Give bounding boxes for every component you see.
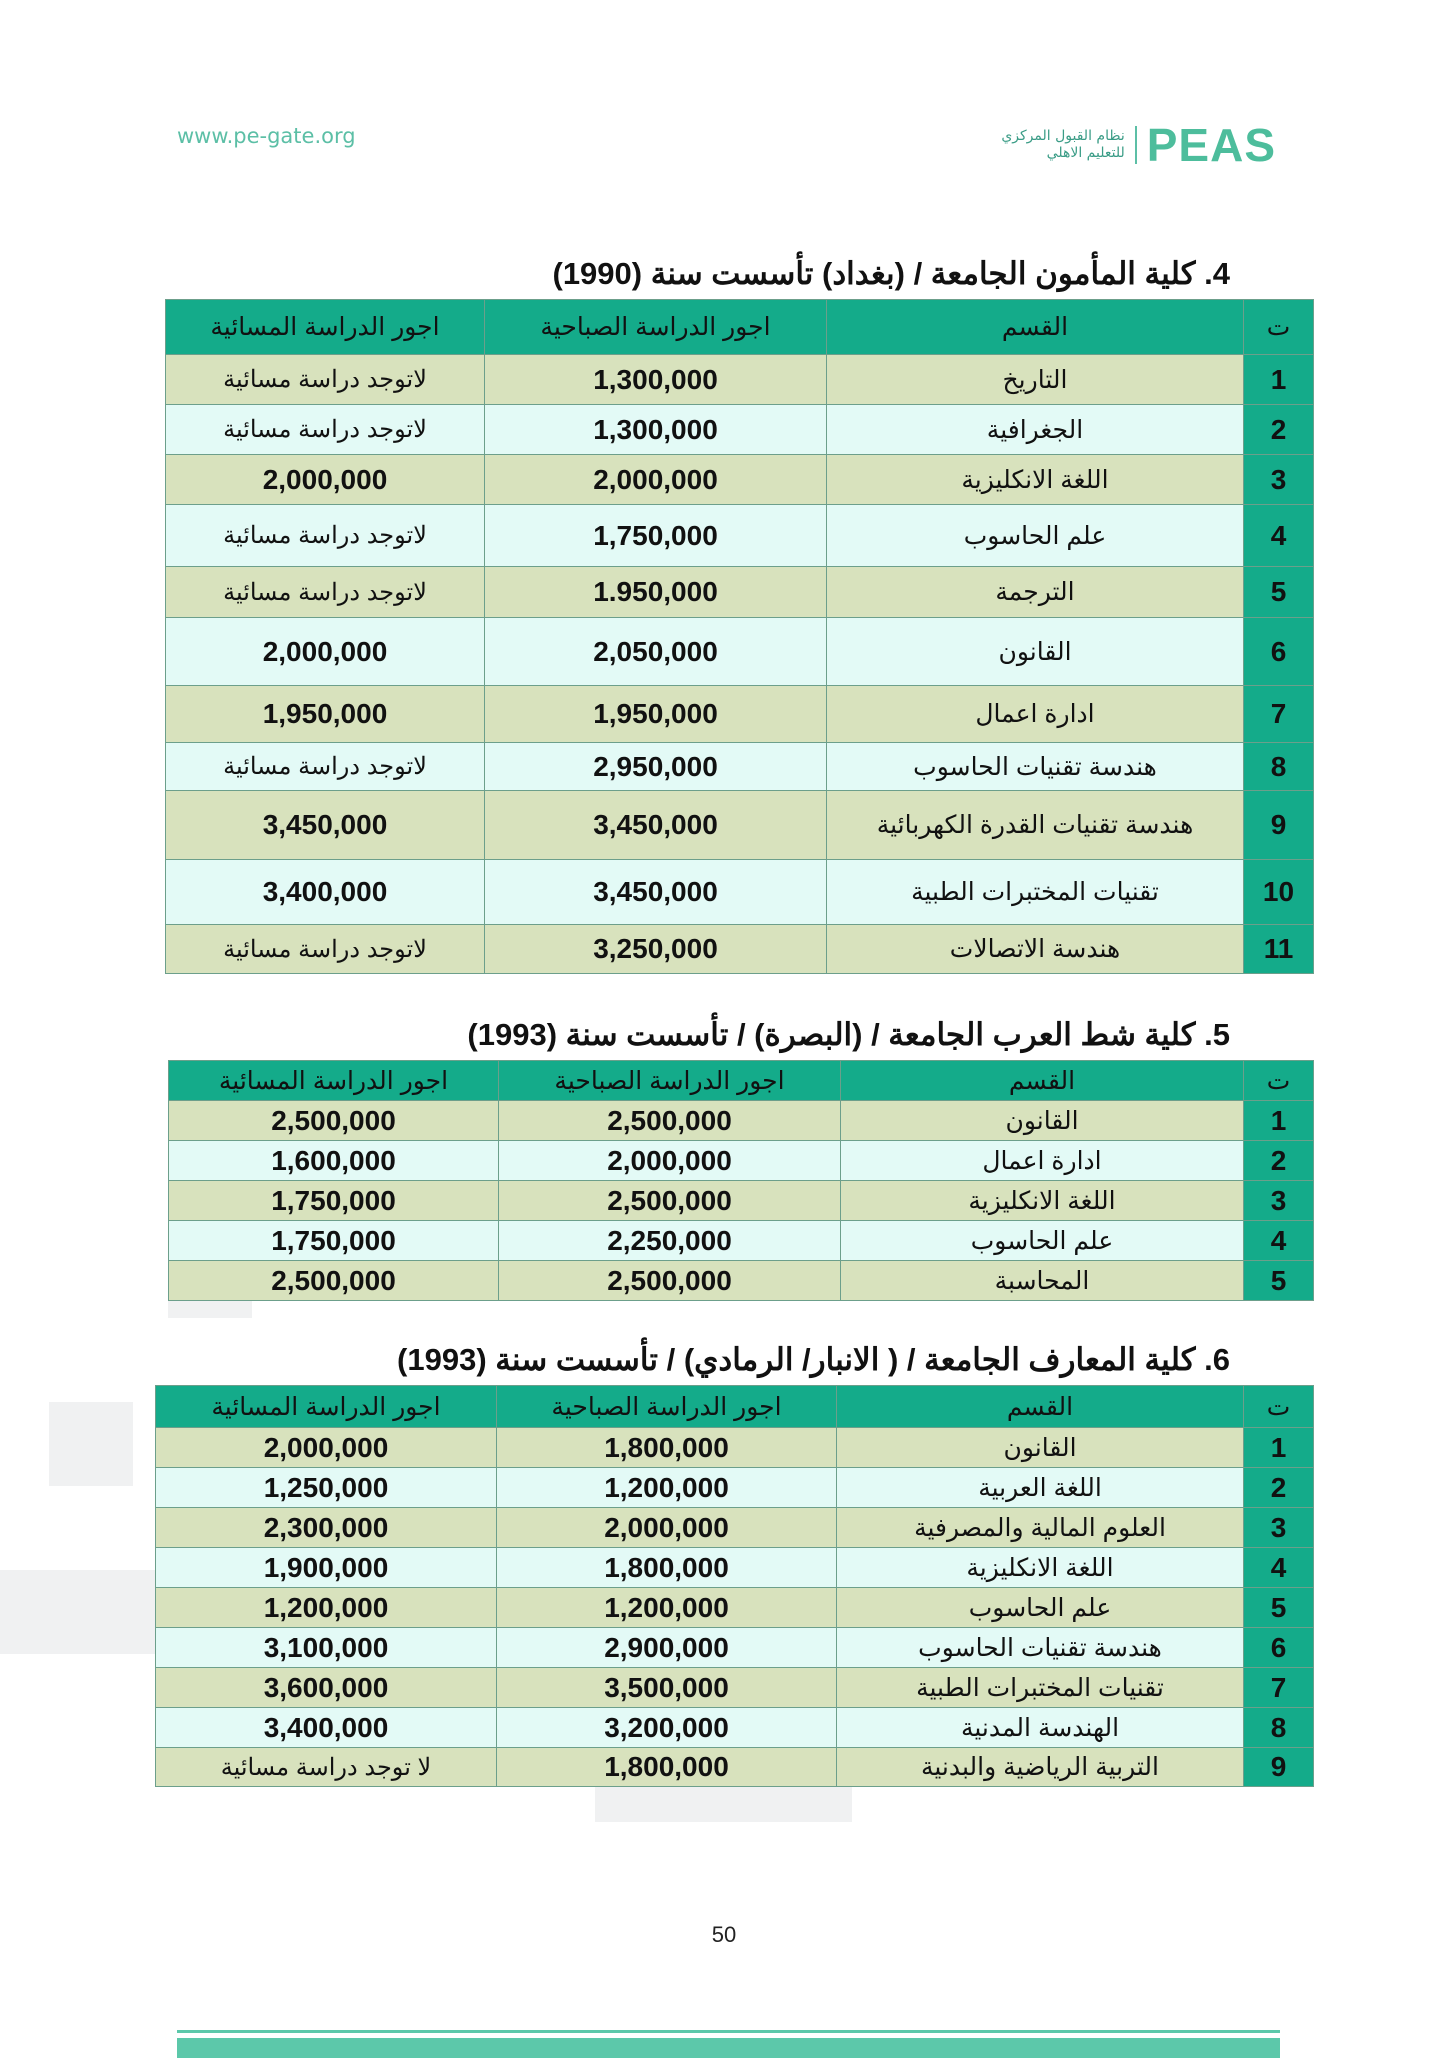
cell-number: 6 — [1244, 1628, 1314, 1668]
cell-department: هندسة تقنيات القدرة الكهربائية — [827, 791, 1244, 860]
cell-morning-fee: 1,750,000 — [485, 505, 827, 567]
cell-number: 3 — [1244, 1181, 1314, 1221]
cell-number: 7 — [1244, 686, 1314, 743]
fees-table-almamoun — [165, 299, 1314, 974]
table-row — [169, 1261, 1314, 1301]
cell-evening-fee: لاتوجد دراسة مسائية — [166, 743, 485, 791]
table-row — [169, 1181, 1314, 1221]
cell-number: 4 — [1244, 1548, 1314, 1588]
cell-evening-fee: لاتوجد دراسة مسائية — [166, 925, 485, 974]
cell-number: 9 — [1244, 791, 1314, 860]
cell-morning-fee: 3,250,000 — [485, 925, 827, 974]
cell-department: هندسة الاتصالات — [827, 925, 1244, 974]
cell-evening-fee: 1,600,000 — [169, 1141, 499, 1181]
table-header-row — [156, 1386, 1314, 1428]
cell-morning-fee: 2,500,000 — [499, 1181, 841, 1221]
cell-number: 5 — [1244, 567, 1314, 618]
cell-morning-fee: 1,300,000 — [485, 355, 827, 405]
cell-evening-fee: 2,300,000 — [156, 1508, 497, 1548]
table-row — [166, 860, 1314, 925]
cell-number: 1 — [1244, 1428, 1314, 1468]
header-col-number: ت — [1244, 1386, 1314, 1428]
cell-morning-fee: 2,000,000 — [497, 1508, 837, 1548]
cell-evening-fee: لاتوجد دراسة مسائية — [166, 405, 485, 455]
cell-department: علم الحاسوب — [837, 1588, 1244, 1628]
cell-department: اللغة العربية — [837, 1468, 1244, 1508]
cell-evening-fee: 1,950,000 — [166, 686, 485, 743]
cell-department: الهندسة المدنية — [837, 1708, 1244, 1748]
cell-number: 8 — [1244, 743, 1314, 791]
table-header-row — [169, 1061, 1314, 1101]
cell-number: 7 — [1244, 1668, 1314, 1708]
cell-morning-fee: 1,950,000 — [485, 686, 827, 743]
table-row — [169, 1101, 1314, 1141]
gray-block — [0, 1570, 155, 1654]
fees-table-shatt-alarab — [168, 1060, 1314, 1301]
cell-evening-fee: 3,400,000 — [166, 860, 485, 925]
table-row — [166, 618, 1314, 686]
cell-department: الجغرافية — [827, 405, 1244, 455]
website-url[interactable]: www.pe-gate.org — [177, 124, 356, 148]
cell-morning-fee: 1,800,000 — [497, 1548, 837, 1588]
cell-morning-fee: 2,000,000 — [499, 1141, 841, 1181]
logo-wordmark: PEAS — [1146, 119, 1276, 171]
cell-department: علم الحاسوب — [841, 1221, 1244, 1261]
cell-evening-fee: 2,500,000 — [169, 1101, 499, 1141]
header-col-evening-fee: اجور الدراسة المسائية — [166, 300, 485, 355]
cell-morning-fee: 1.950,000 — [485, 567, 827, 618]
cell-evening-fee: 1,750,000 — [169, 1181, 499, 1221]
cell-evening-fee: لاتوجد دراسة مسائية — [166, 355, 485, 405]
cell-evening-fee: 3,100,000 — [156, 1628, 497, 1668]
table-row — [166, 791, 1314, 860]
table-row — [156, 1668, 1314, 1708]
cell-department: التاريخ — [827, 355, 1244, 405]
cell-evening-fee: لاتوجد دراسة مسائية — [166, 567, 485, 618]
cell-department: القانون — [827, 618, 1244, 686]
header-col-morning-fee: اجور الدراسة الصباحية — [485, 300, 827, 355]
cell-evening-fee: 1,750,000 — [169, 1221, 499, 1261]
table-row — [156, 1708, 1314, 1748]
logo-arabic-text — [1001, 128, 1124, 162]
cell-evening-fee: 2,500,000 — [169, 1261, 499, 1301]
cell-number: 2 — [1244, 405, 1314, 455]
cell-morning-fee: 1,200,000 — [497, 1468, 837, 1508]
cell-evening-fee: 3,600,000 — [156, 1668, 497, 1708]
table-row — [166, 743, 1314, 791]
cell-evening-fee: 2,000,000 — [166, 618, 485, 686]
cell-department: اللغة الانكليزية — [837, 1548, 1244, 1588]
cell-department: ادارة اعمال — [827, 686, 1244, 743]
cell-evening-fee: 1,250,000 — [156, 1468, 497, 1508]
table-row — [156, 1628, 1314, 1668]
cell-number: 2 — [1244, 1141, 1314, 1181]
cell-morning-fee: 2,000,000 — [485, 455, 827, 505]
section-title-4: 4. كلية المأمون الجامعة / (بغداد) تأسست سنة (1990) — [552, 256, 1230, 291]
cell-number: 8 — [1244, 1708, 1314, 1748]
cell-number: 3 — [1244, 1508, 1314, 1548]
cell-number: 1 — [1244, 1101, 1314, 1141]
fees-table-almaarif — [155, 1385, 1314, 1787]
section-title-5: 5. كلية شط العرب الجامعة / (البصرة) / تأسست سنة (1993) — [467, 1017, 1230, 1052]
cell-department: هندسة تقنيات الحاسوب — [837, 1628, 1244, 1668]
cell-number: 4 — [1244, 505, 1314, 567]
cell-morning-fee: 2,950,000 — [485, 743, 827, 791]
logo-divider — [1135, 126, 1137, 164]
table-header-row — [166, 300, 1314, 355]
table-row — [156, 1508, 1314, 1548]
cell-evening-fee: لاتوجد دراسة مسائية — [166, 505, 485, 567]
table-row — [169, 1141, 1314, 1181]
header-col-evening-fee: اجور الدراسة المسائية — [156, 1386, 497, 1428]
cell-number: 6 — [1244, 618, 1314, 686]
cell-morning-fee: 2,500,000 — [499, 1261, 841, 1301]
cell-morning-fee: 2,050,000 — [485, 618, 827, 686]
table-row — [166, 405, 1314, 455]
footer-line — [177, 2030, 1280, 2033]
cell-number: 3 — [1244, 455, 1314, 505]
cell-department: تقنيات المختبرات الطبية — [827, 860, 1244, 925]
cell-morning-fee: 1,800,000 — [497, 1748, 837, 1787]
cell-number: 9 — [1244, 1748, 1314, 1787]
table-row — [156, 1428, 1314, 1468]
cell-morning-fee: 1,800,000 — [497, 1428, 837, 1468]
cell-department: الترجمة — [827, 567, 1244, 618]
page-number: 50 — [711, 1922, 737, 1947]
cell-department: تقنيات المختبرات الطبية — [837, 1668, 1244, 1708]
cell-department: التربية الرياضية والبدنية — [837, 1748, 1244, 1787]
cell-morning-fee: 3,450,000 — [485, 791, 827, 860]
section-title-6: 6. كلية المعارف الجامعة / ( الانبار/ الرمادي) / تأسست سنة (1993) — [397, 1342, 1230, 1377]
cell-morning-fee: 3,500,000 — [497, 1668, 837, 1708]
header-col-department: القسم — [827, 300, 1244, 355]
table-row — [156, 1588, 1314, 1628]
cell-number: 10 — [1244, 860, 1314, 925]
cell-number: 5 — [1244, 1261, 1314, 1301]
table-row — [166, 505, 1314, 567]
cell-department: هندسة تقنيات الحاسوب — [827, 743, 1244, 791]
cell-department: علم الحاسوب — [827, 505, 1244, 567]
cell-evening-fee: 3,450,000 — [166, 791, 485, 860]
cell-department: اللغة الانكليزية — [827, 455, 1244, 505]
gray-block — [49, 1402, 133, 1486]
table-row — [156, 1748, 1314, 1787]
cell-morning-fee: 3,200,000 — [497, 1708, 837, 1748]
cell-number: 11 — [1244, 925, 1314, 974]
table-row — [169, 1221, 1314, 1261]
cell-evening-fee: 2,000,000 — [166, 455, 485, 505]
table-row — [166, 455, 1314, 505]
cell-evening-fee: 3,400,000 — [156, 1708, 497, 1748]
header-col-department: القسم — [841, 1061, 1244, 1101]
gray-block — [168, 1301, 252, 1318]
cell-evening-fee: 1,900,000 — [156, 1548, 497, 1588]
cell-evening-fee: لا توجد دراسة مسائية — [156, 1748, 497, 1787]
cell-department: القانون — [837, 1428, 1244, 1468]
table-row — [156, 1548, 1314, 1588]
header-col-number: ت — [1244, 1061, 1314, 1101]
header-col-morning-fee: اجور الدراسة الصباحية — [499, 1061, 841, 1101]
cell-number: 5 — [1244, 1588, 1314, 1628]
cell-number: 4 — [1244, 1221, 1314, 1261]
table-row — [166, 567, 1314, 618]
cell-morning-fee: 1,300,000 — [485, 405, 827, 455]
cell-department: المحاسبة — [841, 1261, 1244, 1301]
cell-number: 1 — [1244, 355, 1314, 405]
cell-evening-fee: 1,200,000 — [156, 1588, 497, 1628]
cell-department: القانون — [841, 1101, 1244, 1141]
gray-block — [595, 1787, 852, 1822]
table-row — [166, 355, 1314, 405]
cell-morning-fee: 1,200,000 — [497, 1588, 837, 1628]
cell-morning-fee: 2,250,000 — [499, 1221, 841, 1261]
cell-department: اللغة الانكليزية — [841, 1181, 1244, 1221]
logo-arabic-line2: للتعليم الاهلي — [1046, 145, 1125, 161]
header-col-department: القسم — [837, 1386, 1244, 1428]
cell-evening-fee: 2,000,000 — [156, 1428, 497, 1468]
peas-logo — [1001, 118, 1276, 172]
header-col-morning-fee: اجور الدراسة الصباحية — [497, 1386, 837, 1428]
table-row — [156, 1468, 1314, 1508]
table-row — [166, 686, 1314, 743]
footer-bar — [177, 2038, 1280, 2058]
header-col-evening-fee: اجور الدراسة المسائية — [169, 1061, 499, 1101]
cell-department: ادارة اعمال — [841, 1141, 1244, 1181]
cell-morning-fee: 2,900,000 — [497, 1628, 837, 1668]
cell-morning-fee: 2,500,000 — [499, 1101, 841, 1141]
cell-number: 2 — [1244, 1468, 1314, 1508]
header-col-number: ت — [1244, 300, 1314, 355]
cell-department: العلوم المالية والمصرفية — [837, 1508, 1244, 1548]
logo-arabic-line1: نظام القبول المركزي — [1001, 128, 1125, 144]
table-row — [166, 925, 1314, 974]
cell-morning-fee: 3,450,000 — [485, 860, 827, 925]
